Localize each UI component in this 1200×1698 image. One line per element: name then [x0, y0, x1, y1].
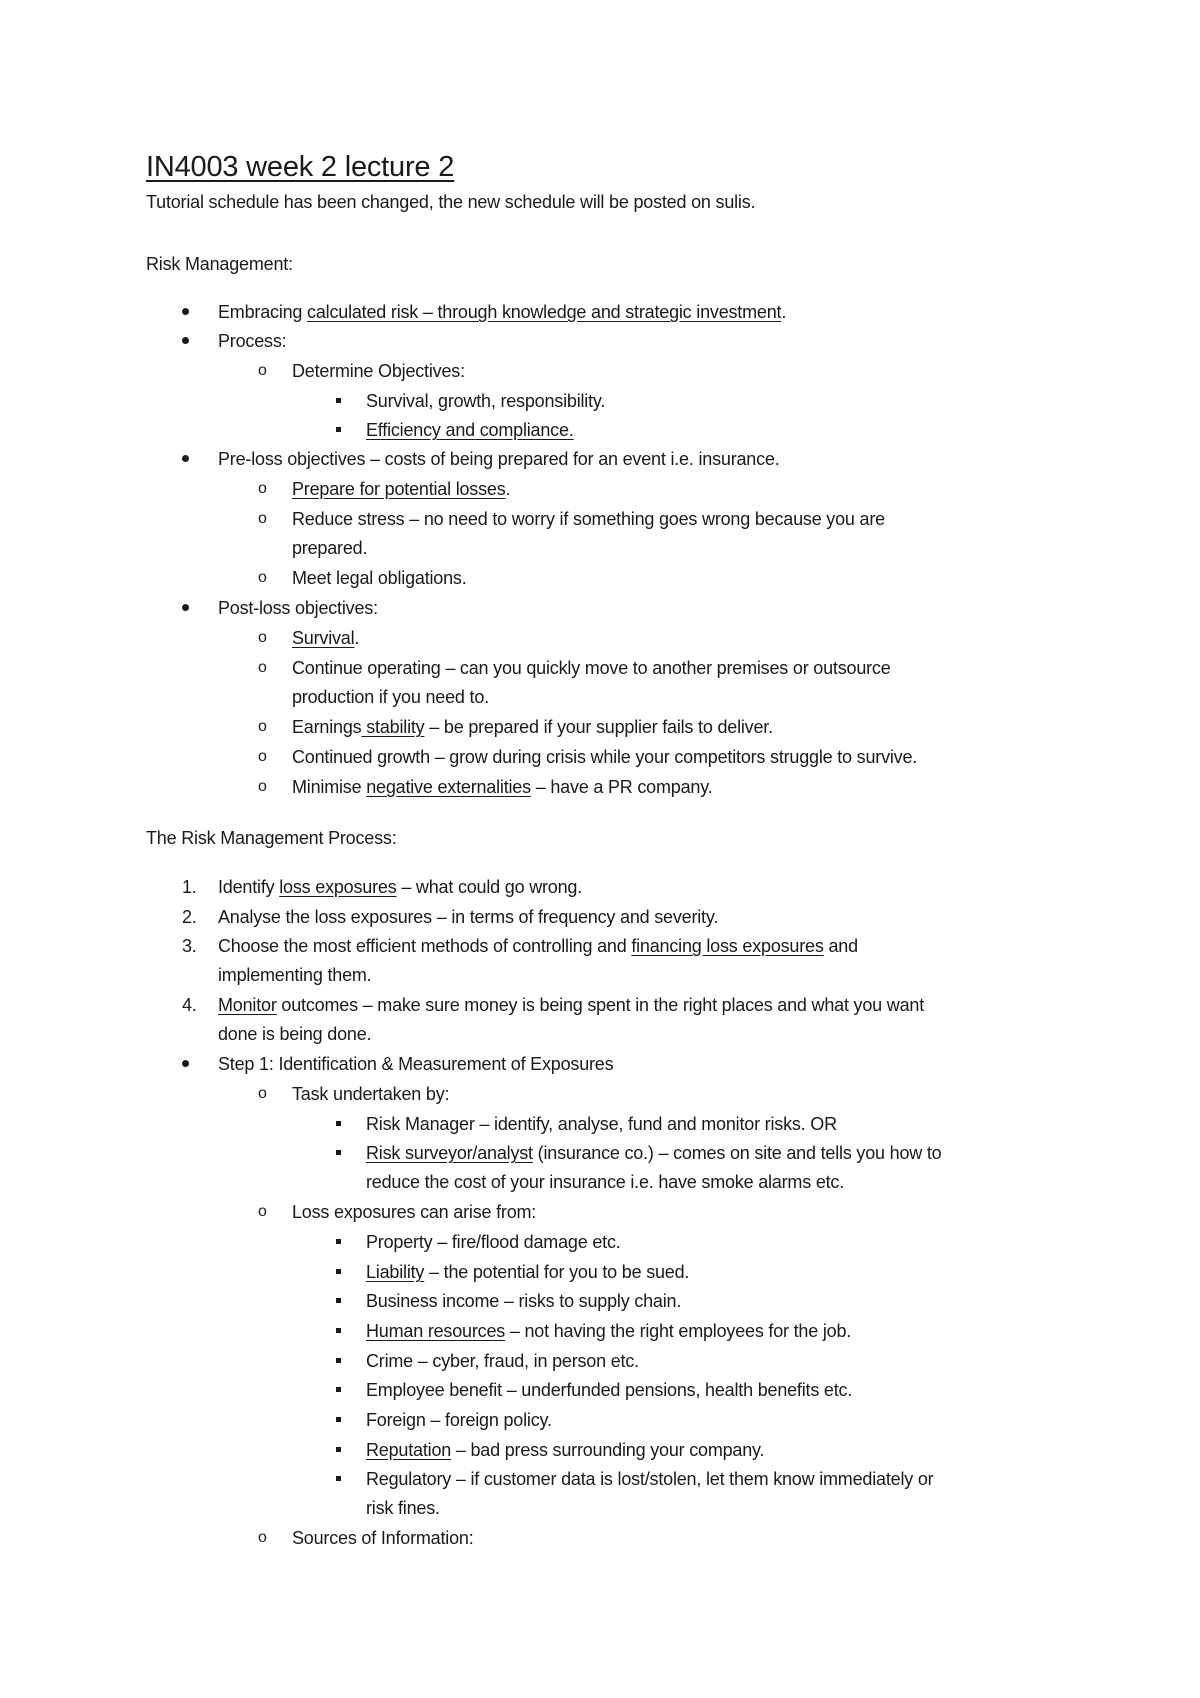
square-bullet-icon [336, 1349, 341, 1373]
circle-bullet-icon: o [258, 629, 267, 646]
circle-bullet-icon: o [258, 778, 267, 795]
list-item: Minimise negative externalities – have a PR company. [292, 777, 713, 797]
circle-bullet-icon: o [258, 1085, 267, 1102]
list-item: Step 1: Identification & Measurement of Exposures [218, 1054, 614, 1074]
list-item: Survival. [292, 628, 360, 648]
list-item: Business income – risks to supply chain. [366, 1291, 682, 1311]
list-item: Crime – cyber, fraud, in person etc. [366, 1351, 639, 1371]
square-bullet-icon [336, 1378, 341, 1402]
circle-bullet-icon: o [258, 510, 267, 527]
bullet-icon [182, 329, 189, 353]
circle-bullet-icon: o [258, 362, 267, 379]
list-item: Monitor outcomes – make sure money is being spent in the right places and what you want [218, 995, 924, 1015]
list-item: Post-loss objectives: [218, 598, 378, 618]
square-bullet-icon [336, 1230, 341, 1254]
list-item: Earnings stability – be prepared if your supplier fails to deliver. [292, 717, 773, 737]
list-item: Liability – the potential for you to be sued. [366, 1262, 690, 1282]
list-item: Task undertaken by: [292, 1084, 450, 1104]
risk-management-heading: Risk Management: [146, 254, 293, 274]
list-item: Embracing calculated risk – through knowledge and strategic investment. [218, 302, 787, 322]
list-item-continuation: implementing them. [218, 965, 372, 985]
list-item-continuation: risk fines. [366, 1498, 440, 1518]
list-item: Choose the most efficient methods of controlling and financing loss exposures and [218, 936, 858, 956]
list-number: 1. [182, 877, 197, 897]
list-item: Process: [218, 331, 287, 351]
list-item: Foreign – foreign policy. [366, 1410, 552, 1430]
list-item-continuation: production if you need to. [292, 687, 489, 707]
page-title: IN4003 week 2 lecture 2 [146, 151, 455, 183]
list-item: Pre-loss objectives – costs of being prepared for an event i.e. insurance. [218, 449, 780, 469]
list-item: Continue operating – can you quickly move to another premises or outsource [292, 658, 891, 678]
list-item: Risk Manager – identify, analyse, fund and monitor risks. OR [366, 1114, 837, 1134]
square-bullet-icon [336, 1438, 341, 1462]
circle-bullet-icon: o [258, 569, 267, 586]
circle-bullet-icon: o [258, 480, 267, 497]
list-item: Meet legal obligations. [292, 568, 467, 588]
list-item-continuation: reduce the cost of your insurance i.e. have smoke alarms etc. [366, 1172, 845, 1192]
square-bullet-icon [336, 1112, 341, 1136]
list-item: Reputation – bad press surrounding your company. [366, 1440, 765, 1460]
list-item: Continued growth – grow during crisis while your competitors struggle to survive. [292, 747, 918, 767]
list-item-continuation: prepared. [292, 538, 368, 558]
list-item: Property – fire/flood damage etc. [366, 1232, 621, 1252]
process-heading: The Risk Management Process: [146, 828, 397, 848]
list-item: Loss exposures can arise from: [292, 1202, 537, 1222]
list-item: Identify loss exposures – what could go wrong. [218, 877, 583, 897]
circle-bullet-icon: o [258, 659, 267, 676]
square-bullet-icon [336, 1141, 341, 1165]
square-bullet-icon [336, 1467, 341, 1491]
list-item: Employee benefit – underfunded pensions, health benefits etc. [366, 1380, 853, 1400]
square-bullet-icon [336, 389, 341, 413]
list-item: Human resources – not having the right employees for the job. [366, 1321, 852, 1341]
circle-bullet-icon: o [258, 1529, 267, 1546]
circle-bullet-icon: o [258, 718, 267, 735]
square-bullet-icon [336, 1260, 341, 1284]
list-item: Risk surveyor/analyst (insurance co.) – comes on site and tells you how to [366, 1143, 942, 1163]
list-item: Analyse the loss exposures – in terms of frequency and severity. [218, 907, 719, 927]
list-item: Prepare for potential losses. [292, 479, 511, 499]
list-item-continuation: done is being done. [218, 1024, 372, 1044]
bullet-icon [182, 596, 189, 620]
circle-bullet-icon: o [258, 1203, 267, 1220]
bullet-icon [182, 1052, 189, 1076]
list-item: Survival, growth, responsibility. [366, 391, 606, 411]
square-bullet-icon [336, 1408, 341, 1432]
notice-text: Tutorial schedule has been changed, the new schedule will be posted on sulis. [146, 192, 756, 212]
circle-bullet-icon: o [258, 748, 267, 765]
list-item: Reduce stress – no need to worry if something goes wrong because you are [292, 509, 885, 529]
square-bullet-icon [336, 1319, 341, 1343]
square-bullet-icon [336, 1289, 341, 1313]
list-number: 2. [182, 907, 197, 927]
list-number: 4. [182, 995, 197, 1015]
list-number: 3. [182, 936, 197, 956]
bullet-icon [182, 300, 189, 324]
list-item: Efficiency and compliance. [366, 420, 574, 440]
square-bullet-icon [336, 418, 341, 442]
list-item: Sources of Information: [292, 1528, 474, 1548]
list-item: Regulatory – if customer data is lost/stolen, let them know immediately or [366, 1469, 934, 1489]
list-item: Determine Objectives: [292, 361, 465, 381]
bullet-icon [182, 447, 189, 471]
